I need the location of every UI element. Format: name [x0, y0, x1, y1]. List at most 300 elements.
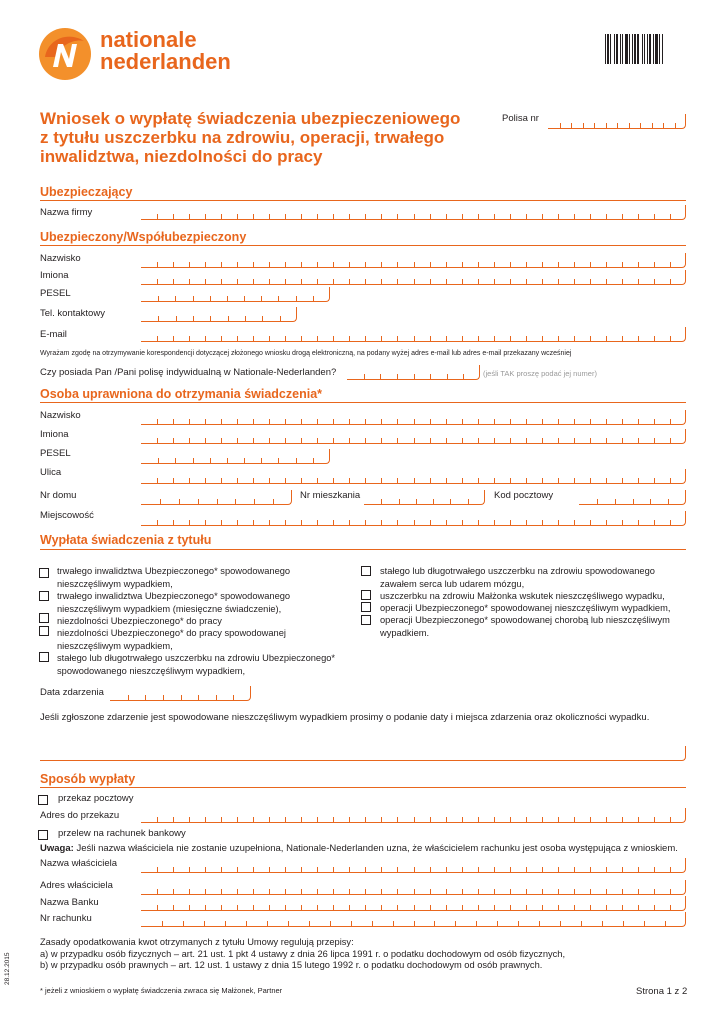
field-tick	[542, 905, 543, 910]
field-tick	[581, 921, 582, 926]
field-tick	[574, 905, 575, 910]
field-tick	[606, 905, 607, 910]
field-tick	[372, 921, 373, 926]
field-tick	[574, 478, 575, 483]
field-tick	[237, 867, 238, 872]
field-tick	[189, 336, 190, 341]
beneficiary-flat-label: Nr mieszkania	[300, 490, 361, 501]
field-tick	[633, 499, 634, 504]
field-tick	[558, 520, 559, 525]
page-number: Strona 1 z 2	[636, 986, 688, 997]
field-tick	[622, 279, 623, 284]
field-tick	[558, 889, 559, 894]
field-tick	[397, 817, 398, 822]
field-tick	[317, 279, 318, 284]
field-tick	[615, 499, 616, 504]
field-tick	[654, 889, 655, 894]
field-tick	[157, 438, 158, 443]
field-tick	[317, 214, 318, 219]
field-tick	[670, 889, 671, 894]
field-tick	[285, 889, 286, 894]
field-tick	[285, 438, 286, 443]
field-tick	[397, 478, 398, 483]
field-tick	[269, 867, 270, 872]
field-tick	[430, 214, 431, 219]
field-tick	[349, 520, 350, 525]
beneficiary-city-field[interactable]	[141, 511, 686, 526]
field-tick	[397, 905, 398, 910]
field-tick	[253, 419, 254, 424]
field-tick	[462, 336, 463, 341]
field-tick	[590, 867, 591, 872]
bank-transfer-checkbox[interactable]	[38, 830, 48, 840]
field-tick	[173, 478, 174, 483]
field-tick	[157, 889, 158, 894]
field-tick	[333, 262, 334, 267]
field-tick	[446, 905, 447, 910]
field-tick	[560, 123, 561, 128]
field-tick	[654, 478, 655, 483]
beneficiary-flat-field[interactable]	[364, 490, 485, 505]
field-tick	[269, 419, 270, 424]
accident-note: Jeśli zgłoszone zdarzenie jest spowodowane nieszczęśliwym wypadkiem prosimy o podanie daty i miejsca zdarzenia oraz okoliczności wypadku.	[40, 712, 650, 723]
individual-policy-hint: (jeśli TAK proszę podać jej numer)	[483, 369, 597, 378]
field-tick	[414, 419, 415, 424]
field-tick	[414, 867, 415, 872]
field-tick	[193, 296, 194, 301]
field-tick	[606, 123, 607, 128]
field-tick	[285, 478, 286, 483]
field-tick	[430, 262, 431, 267]
field-tick	[638, 867, 639, 872]
field-tick	[430, 438, 431, 443]
field-tick	[542, 438, 543, 443]
field-tick	[414, 889, 415, 894]
field-tick	[670, 438, 671, 443]
insured-phone-label: Tel. kontaktowy	[40, 308, 105, 319]
beneficiary-street-field[interactable]	[141, 469, 686, 484]
field-tick	[269, 478, 270, 483]
field-tick	[313, 458, 314, 463]
field-tick	[574, 214, 575, 219]
field-tick	[317, 262, 318, 267]
field-tick	[237, 214, 238, 219]
field-tick	[606, 817, 607, 822]
field-tick	[558, 262, 559, 267]
owner-address-field[interactable]	[141, 880, 686, 895]
page-title	[40, 109, 460, 166]
option-checkbox[interactable]	[39, 568, 49, 578]
field-tick	[510, 905, 511, 910]
field-tick	[574, 438, 575, 443]
field-tick	[349, 336, 350, 341]
option-label: trwałego inwalidztwa Ubezpieczonego* spowodowanego nieszczęśliwym wypadkiem,	[57, 566, 291, 589]
policy-number-field[interactable]	[548, 114, 686, 129]
field-tick	[205, 279, 206, 284]
option-checkbox[interactable]	[361, 602, 371, 612]
field-tick	[269, 905, 270, 910]
field-tick	[670, 817, 671, 822]
field-tick	[414, 336, 415, 341]
field-tick	[333, 419, 334, 424]
event-date-field[interactable]	[110, 686, 251, 701]
field-tick	[278, 458, 279, 463]
field-tick	[269, 279, 270, 284]
insured-name-label: Imiona	[40, 270, 69, 281]
field-tick	[606, 438, 607, 443]
field-tick	[622, 419, 623, 424]
field-tick	[510, 478, 511, 483]
field-tick	[333, 214, 334, 219]
field-tick	[622, 478, 623, 483]
field-tick	[574, 262, 575, 267]
field-tick	[590, 817, 591, 822]
field-tick	[317, 336, 318, 341]
bank-name-field[interactable]	[141, 896, 686, 911]
beneficiary-surname-field[interactable]	[141, 410, 686, 425]
field-tick	[542, 889, 543, 894]
field-tick	[189, 905, 190, 910]
field-tick	[381, 336, 382, 341]
field-tick	[397, 867, 398, 872]
field-tick	[462, 214, 463, 219]
field-tick	[414, 374, 415, 379]
field-tick	[333, 867, 334, 872]
field-tick	[510, 419, 511, 424]
field-tick	[253, 478, 254, 483]
field-tick	[244, 296, 245, 301]
field-tick	[269, 520, 270, 525]
field-tick	[638, 262, 639, 267]
field-tick	[526, 867, 527, 872]
field-tick	[365, 419, 366, 424]
section-insured: Ubezpieczony/Współubezpieczony	[40, 230, 247, 244]
field-tick	[670, 419, 671, 424]
field-tick	[526, 336, 527, 341]
field-tick	[542, 520, 543, 525]
insured-email-field[interactable]	[141, 327, 686, 342]
beneficiary-pesel-label: PESEL	[40, 448, 71, 459]
field-tick	[221, 817, 222, 822]
option-label: niezdolności Ubezpieczonego* do pracy	[57, 616, 222, 626]
field-tick	[494, 889, 495, 894]
field-tick	[414, 279, 415, 284]
field-tick	[333, 336, 334, 341]
field-tick	[606, 214, 607, 219]
field-tick	[397, 374, 398, 379]
warning-text: Uwaga: Jeśli nazwa właściciela nie zostanie uzupełniona, Nationale-Nederlanden uzna, że właścicielem rachunku jest osoba występująca z wnioskiem.	[40, 843, 678, 854]
account-number-field[interactable]	[141, 912, 686, 927]
field-tick	[397, 438, 398, 443]
field-tick	[237, 905, 238, 910]
field-tick	[478, 279, 479, 284]
field-tick	[145, 695, 146, 700]
field-tick	[210, 316, 211, 321]
field-tick	[574, 520, 575, 525]
field-tick	[173, 905, 174, 910]
field-tick	[173, 336, 174, 341]
field-tick	[510, 336, 511, 341]
field-tick	[157, 478, 158, 483]
field-tick	[221, 336, 222, 341]
field-tick	[670, 279, 671, 284]
field-tick	[253, 889, 254, 894]
field-tick	[558, 336, 559, 341]
field-tick	[246, 921, 247, 926]
field-tick	[414, 438, 415, 443]
field-tick	[414, 520, 415, 525]
field-tick	[654, 905, 655, 910]
field-tick	[510, 817, 511, 822]
field-tick	[253, 520, 254, 525]
field-tick	[269, 817, 270, 822]
tax-rules: Zasady opodatkowania kwot otrzymanych z tytułu Umowy regulują przepisy: a) w przypadku osób fizycznych – art. 21 ust. 1 pkt 4 ustawy z dnia 26 lipca 1991 r. o podatku dochodowym od osób fizycznych, b) w przypadku osób prawnych – art. 12 ust. 1 ustawy z dnia 15 lutego 1992 r. o podatku dochodowym od osób prawnych.	[40, 937, 566, 970]
field-tick	[542, 867, 543, 872]
field-tick	[558, 867, 559, 872]
field-tick	[237, 438, 238, 443]
field-tick	[157, 867, 158, 872]
field-tick	[622, 214, 623, 219]
field-tick	[349, 214, 350, 219]
beneficiary-house-field[interactable]	[141, 490, 292, 505]
field-tick	[301, 262, 302, 267]
accident-description-field[interactable]	[40, 746, 686, 761]
field-tick	[414, 478, 415, 483]
field-tick	[181, 695, 182, 700]
field-tick	[560, 921, 561, 926]
field-tick	[558, 214, 559, 219]
field-tick	[365, 279, 366, 284]
field-tick	[173, 419, 174, 424]
field-tick	[216, 695, 217, 700]
field-tick	[542, 279, 543, 284]
field-tick	[285, 279, 286, 284]
field-tick	[590, 438, 591, 443]
field-tick	[198, 695, 199, 700]
field-tick	[210, 458, 211, 463]
company-field[interactable]	[141, 205, 686, 220]
field-tick	[253, 279, 254, 284]
field-tick	[301, 438, 302, 443]
field-tick	[189, 867, 190, 872]
field-tick	[253, 905, 254, 910]
field-tick	[317, 478, 318, 483]
postal-address-field[interactable]	[141, 808, 686, 823]
option-checkbox[interactable]	[39, 626, 49, 636]
field-tick	[617, 123, 618, 128]
field-tick	[397, 419, 398, 424]
field-tick	[430, 279, 431, 284]
field-tick	[542, 478, 543, 483]
option-label: operacji Ubezpieczonego* spowodowanej chorobą lub nieszczęśliwym wypadkiem.	[380, 615, 670, 638]
section-insurer: Ubezpieczający	[40, 185, 133, 199]
field-tick	[173, 279, 174, 284]
field-tick	[494, 419, 495, 424]
field-tick	[381, 279, 382, 284]
field-tick	[478, 520, 479, 525]
field-tick	[670, 478, 671, 483]
option-checkbox[interactable]	[361, 590, 371, 600]
field-tick	[157, 279, 158, 284]
option-checkbox[interactable]	[39, 591, 49, 601]
field-tick	[253, 214, 254, 219]
field-tick	[638, 214, 639, 219]
insured-name-field[interactable]	[141, 270, 686, 285]
field-tick	[176, 316, 177, 321]
insured-surname-field[interactable]	[141, 253, 686, 268]
owner-field[interactable]	[141, 858, 686, 873]
lion-logo-icon	[38, 27, 92, 81]
field-tick	[349, 867, 350, 872]
field-tick	[296, 458, 297, 463]
field-tick	[397, 520, 398, 525]
brand-line1: nationale	[100, 27, 197, 52]
field-tick	[462, 438, 463, 443]
field-tick	[510, 438, 511, 443]
field-tick	[583, 123, 584, 128]
field-tick	[622, 889, 623, 894]
field-tick	[446, 336, 447, 341]
field-tick	[638, 817, 639, 822]
field-tick	[381, 438, 382, 443]
field-tick	[654, 279, 655, 284]
field-tick	[526, 262, 527, 267]
field-tick	[285, 867, 286, 872]
option-checkbox[interactable]	[39, 613, 49, 623]
field-tick	[269, 889, 270, 894]
field-tick	[273, 499, 274, 504]
field-tick	[333, 817, 334, 822]
field-tick	[670, 867, 671, 872]
bank-name-label: Nazwa Banku	[40, 897, 99, 908]
section-method: Sposób wypłaty	[40, 772, 136, 786]
field-tick	[670, 520, 671, 525]
field-tick	[163, 695, 164, 700]
field-tick	[606, 262, 607, 267]
field-tick	[574, 279, 575, 284]
field-tick	[478, 419, 479, 424]
field-tick	[478, 889, 479, 894]
field-tick	[478, 262, 479, 267]
field-tick	[269, 214, 270, 219]
beneficiary-house-label: Nr domu	[40, 490, 77, 501]
field-tick	[193, 316, 194, 321]
field-tick	[301, 279, 302, 284]
form-date: 28.12.2015	[4, 952, 11, 985]
field-tick	[296, 296, 297, 301]
insured-surname-label: Nazwisko	[40, 253, 81, 264]
field-tick	[237, 520, 238, 525]
beneficiary-postcode-field[interactable]	[579, 490, 686, 505]
field-tick	[205, 478, 206, 483]
field-tick	[414, 262, 415, 267]
field-tick	[210, 296, 211, 301]
field-tick	[269, 336, 270, 341]
field-tick	[638, 336, 639, 341]
field-tick	[381, 889, 382, 894]
beneficiary-postcode-label: Kod pocztowy	[494, 490, 554, 501]
field-tick	[365, 438, 366, 443]
field-tick	[381, 262, 382, 267]
field-tick	[670, 214, 671, 219]
field-tick	[447, 374, 448, 379]
beneficiary-pesel-field[interactable]	[141, 449, 330, 464]
field-tick	[510, 520, 511, 525]
field-tick	[462, 520, 463, 525]
field-tick	[414, 214, 415, 219]
field-tick	[654, 419, 655, 424]
field-tick	[349, 262, 350, 267]
field-tick	[590, 520, 591, 525]
brand-logo	[38, 27, 92, 81]
field-tick	[494, 905, 495, 910]
field-tick	[351, 921, 352, 926]
field-tick	[590, 262, 591, 267]
field-tick	[365, 905, 366, 910]
field-tick	[622, 262, 623, 267]
field-tick	[644, 921, 645, 926]
field-tick	[237, 817, 238, 822]
option-checkbox[interactable]	[361, 615, 371, 625]
field-tick	[254, 499, 255, 504]
field-tick	[189, 817, 190, 822]
field-tick	[365, 889, 366, 894]
field-tick	[157, 262, 158, 267]
field-tick	[205, 438, 206, 443]
field-tick	[349, 438, 350, 443]
field-tick	[349, 419, 350, 424]
field-tick	[301, 905, 302, 910]
insured-phone-field[interactable]	[141, 307, 297, 322]
field-tick	[285, 905, 286, 910]
field-tick	[179, 499, 180, 504]
field-tick	[430, 889, 431, 894]
field-tick	[638, 279, 639, 284]
field-tick	[253, 262, 254, 267]
option-checkbox[interactable]	[39, 652, 49, 662]
company-label: Nazwa firmy	[40, 207, 93, 218]
field-tick	[590, 905, 591, 910]
field-tick	[574, 336, 575, 341]
option-checkbox[interactable]	[361, 566, 371, 576]
field-tick	[654, 336, 655, 341]
field-tick	[478, 817, 479, 822]
field-tick	[590, 214, 591, 219]
beneficiary-name-field[interactable]	[141, 429, 686, 444]
section-rule	[40, 245, 686, 246]
field-tick	[237, 478, 238, 483]
insured-pesel-field[interactable]	[141, 287, 330, 302]
field-tick	[205, 336, 206, 341]
field-tick	[333, 905, 334, 910]
field-tick	[221, 262, 222, 267]
field-tick	[205, 817, 206, 822]
individual-policy-field[interactable]	[347, 365, 480, 380]
field-tick	[227, 458, 228, 463]
field-tick	[198, 499, 199, 504]
field-tick	[446, 867, 447, 872]
beneficiary-surname-label: Nazwisko	[40, 410, 81, 421]
field-tick	[654, 262, 655, 267]
field-tick	[494, 214, 495, 219]
postal-order-checkbox[interactable]	[38, 795, 48, 805]
field-tick	[317, 889, 318, 894]
email-consent-text: Wyrażam zgodę na otrzymywanie korespondencji dotyczącej złożonego wniosku drogą elektroniczną, na podany wyżej adres e-mail lub adres e-mail przekazany wcześniej	[40, 350, 572, 357]
footer-note: * jeżeli z wnioskiem o wypłatę świadczenia zwraca się Małżonek, Partner	[40, 986, 283, 995]
field-tick	[446, 438, 447, 443]
field-tick	[333, 438, 334, 443]
field-tick	[430, 419, 431, 424]
